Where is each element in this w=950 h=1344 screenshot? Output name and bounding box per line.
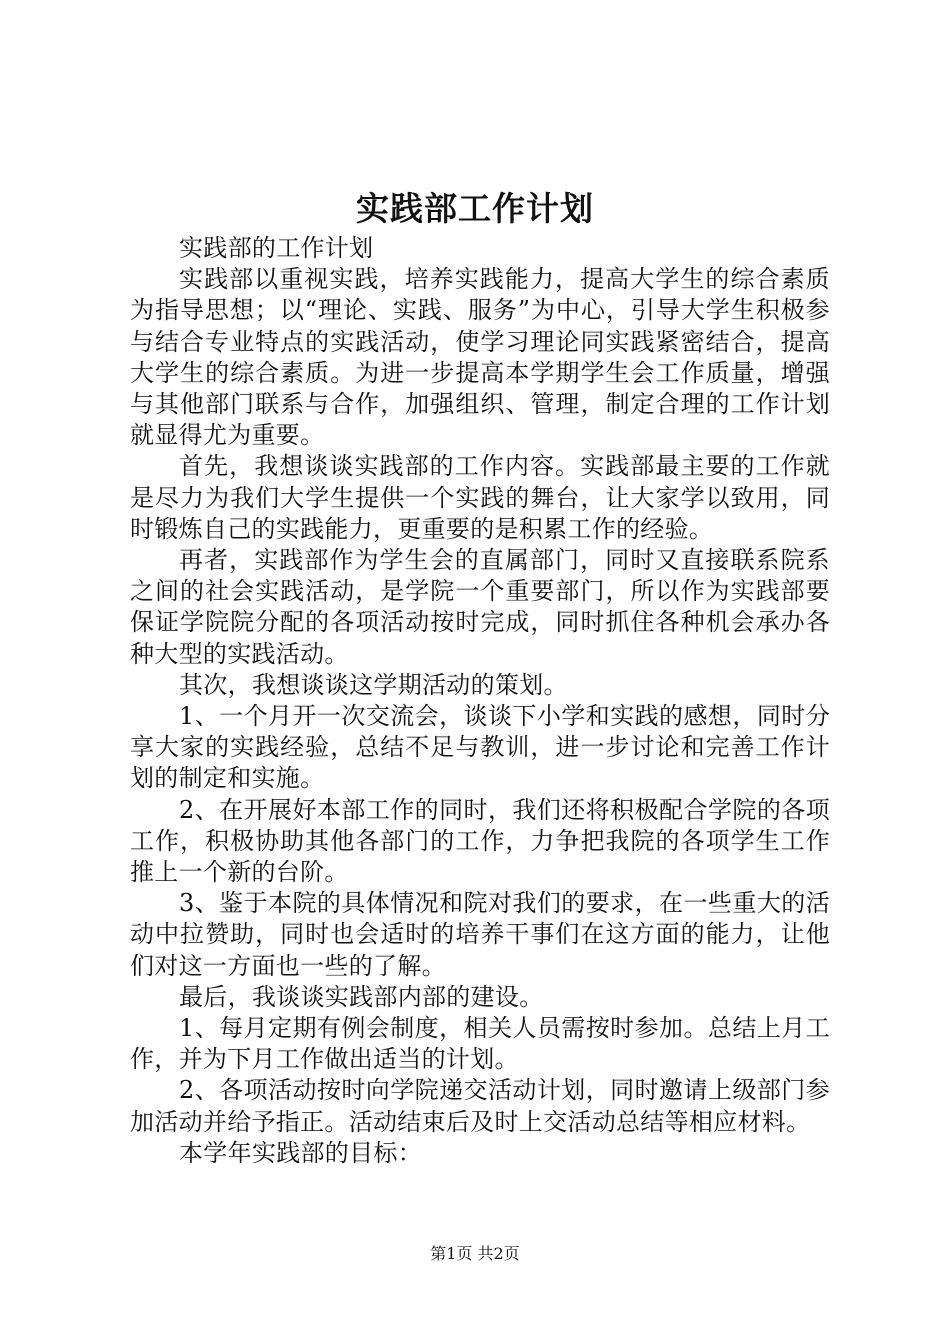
paragraph-subtitle: 实践部的工作计划 bbox=[179, 234, 374, 262]
paragraph-planning-heading: 其次，我想谈谈这学期活动的策划。 bbox=[179, 670, 568, 699]
paragraph-work-content: 首先，我想谈谈实践部的工作内容。实践部最主要的工作就是尽力为我们大学生提供一个实践的舞台，让大家学以致用，同时锻炼自己的实践能力，更重要的是积累工作的经验。 bbox=[130, 452, 830, 543]
paragraph-internal-item-1: 1、每月定期有例会制度，相关人员需按时参加。总结上月工作，并为下月工作做出适当的计划。 bbox=[130, 1014, 830, 1074]
document-body bbox=[130, 233, 830, 1169]
paragraph-internal-item-2: 2、各项活动按时向学院递交活动计划，同时邀请上级部门参加活动并给予指正。活动结束后及时上交活动总结等相应材料。 bbox=[130, 1076, 830, 1136]
paragraph-goals-heading: 本学年实践部的目标： bbox=[179, 1138, 422, 1167]
paragraph-plan-item-1: 1、一个月开一次交流会，谈谈下小学和实践的感想，同时分享大家的实践经验，总结不足与教训，进一步讨论和完善工作计划的制定和实施。 bbox=[130, 702, 830, 793]
page-footer: 第1页 共2页 bbox=[430, 1244, 520, 1263]
paragraph-plan-item-3: 3、鉴于本院的具体情况和院对我们的要求，在一些重大的活动中拉赞助，同时也会适时的培养干事们在这方面的能力，让他们对这一方面也一些的了解。 bbox=[130, 889, 830, 980]
paragraph-intro: 实践部以重视实践，培养实践能力，提高大学生的综合素质为指导思想；以“理论、实践、服务”为中心，引导大学生积极参与结合专业特点的实践活动，使学习理论同实践紧密结合，提高大学生的综合素质。为进一步提高本学期学生会工作质量，增强与其他部门联系与合作，加强组织、管理，制定合理的工作计划就显得尤为重要。 bbox=[130, 265, 830, 450]
paragraph-internal-heading: 最后，我谈谈实践部内部的建设。 bbox=[179, 982, 544, 1011]
paragraph-department-role: 再者，实践部作为学生会的直属部门，同时又直接联系院系之间的社会实践活动，是学院一个重要部门，所以作为实践部要保证学院院分配的各项活动按时完成，同时抓住各种机会承办各种大型的实践活动。 bbox=[130, 546, 830, 668]
document-title: 实践部工作计划 bbox=[356, 189, 594, 228]
paragraph-plan-item-2: 2、在开展好本部工作的同时，我们还将积极配合学院的各项工作，积极协助其他各部门的工作，力争把我院的各项学生工作推上一个新的台阶。 bbox=[130, 795, 830, 887]
